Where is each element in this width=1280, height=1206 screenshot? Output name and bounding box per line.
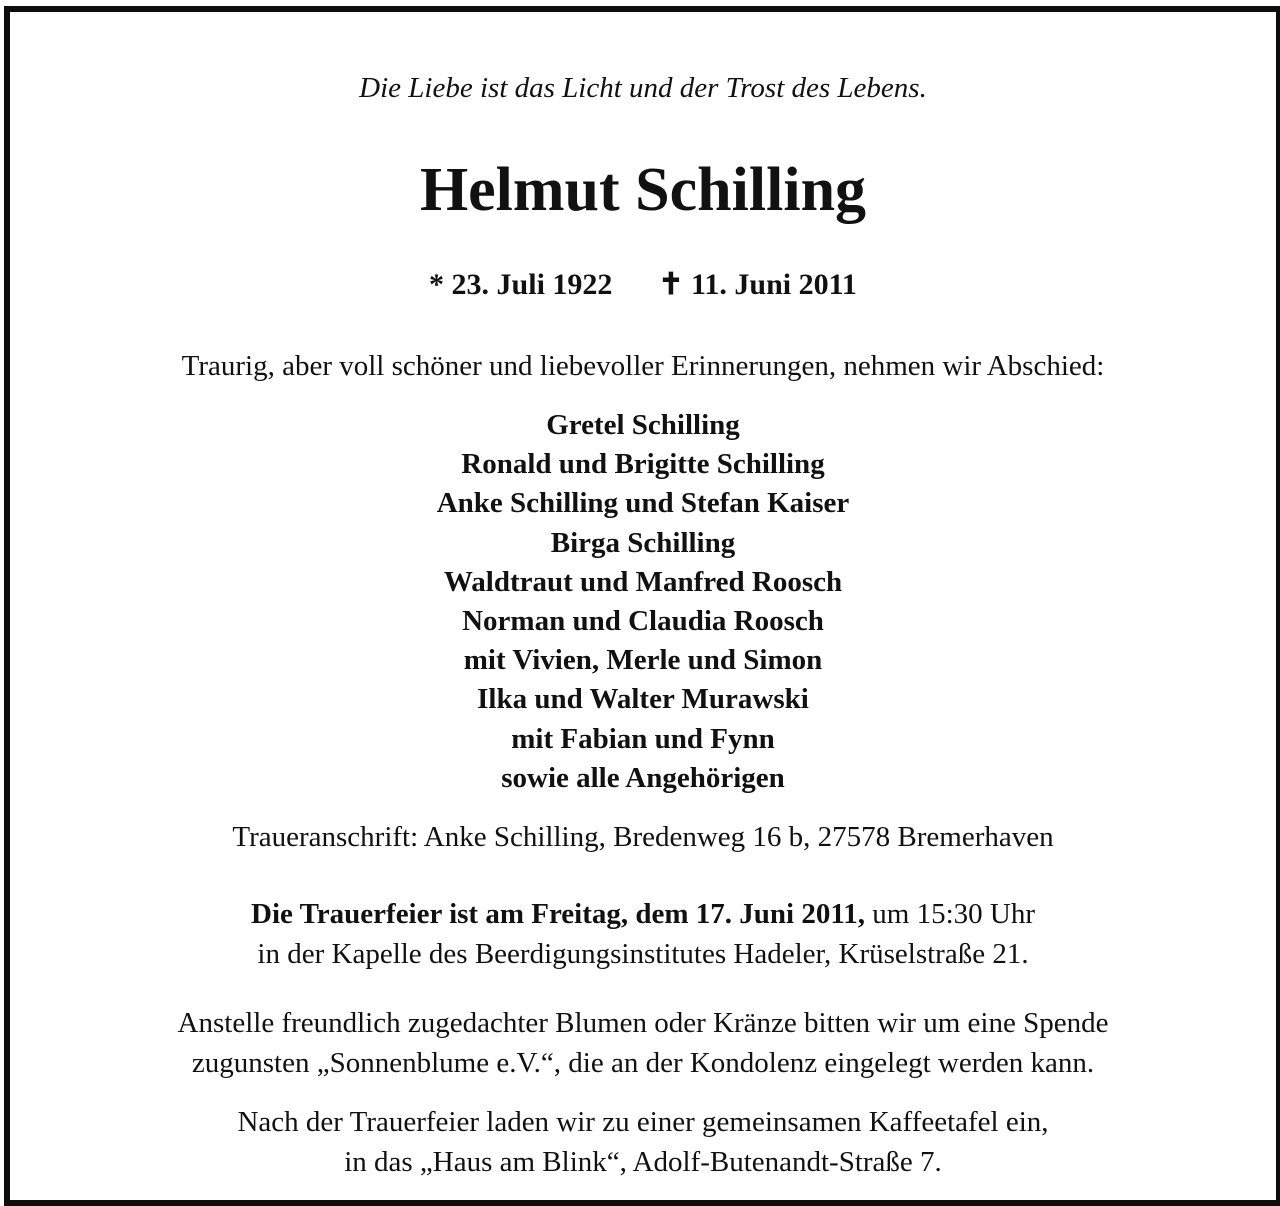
mourner-line: Gretel Schilling <box>546 409 740 441</box>
mourner-line: Anke Schilling und Stefan Kaiser <box>436 487 850 520</box>
mourner-line: Waldtraut und Manfred Roosch <box>443 565 843 598</box>
farewell-intro: Traurig, aber voll schöner und liebevoller Erinnerungen, nehmen wir Abschied: <box>181 350 1105 382</box>
mourning-address: Traueranschrift: Anke Schilling, Bredenweg 16 b, 27578 Bremerhaven <box>232 821 1054 853</box>
ceremony-date-line <box>10 894 1276 934</box>
death-date: ✝ 11. Juni 2011 <box>658 268 857 301</box>
coffee-line: in das „Haus am Blink“, Adolf-Butenandt-Straße 7. <box>344 1146 942 1178</box>
mourner-line: mit Vivien, Merle und Simon <box>463 644 823 677</box>
coffee-invitation <box>10 1102 1276 1182</box>
life-dates <box>10 266 1276 304</box>
mourner-line: Birga Schilling <box>550 526 736 559</box>
ceremony-info <box>10 894 1276 974</box>
motto-quote: Die Liebe ist das Licht und der Trost des Lebens. <box>359 72 927 104</box>
mourners-list <box>10 406 1276 798</box>
birth-date: * 23. Juli 1922 <box>429 268 613 301</box>
mourner-line: sowie alle Angehörigen <box>501 761 785 794</box>
donation-request <box>10 1003 1276 1083</box>
mourner-line: Ronald und Brigitte Schilling <box>461 448 825 481</box>
donation-line: zugunsten „Sonnenblume e.V.“, die an der Kondolenz eingelegt werden kann. <box>191 1047 1095 1079</box>
obituary-frame <box>4 6 1280 1206</box>
mourner-line: Ilka und Walter Murawski <box>477 683 809 716</box>
coffee-line: Nach der Trauerfeier laden wir zu einer gemeinsamen Kaffeetafel ein, <box>237 1106 1049 1138</box>
deceased-name: Helmut Schilling <box>419 156 867 224</box>
mourner-line: mit Fabian und Fynn <box>511 722 775 755</box>
donation-line: Anstelle freundlich zugedachter Blumen oder Kränze bitten wir um eine Spende <box>177 1007 1109 1039</box>
mourner-line: Norman und Claudia Roosch <box>462 604 824 637</box>
ceremony-location: in der Kapelle des Beerdigungsinstitutes Hadeler, Krüselstraße 21. <box>257 938 1029 970</box>
ceremony-date: Die Trauerfeier ist am Freitag, dem 17. Juni 2011, <box>251 898 866 930</box>
ceremony-time: um 15:30 Uhr <box>865 898 1035 930</box>
